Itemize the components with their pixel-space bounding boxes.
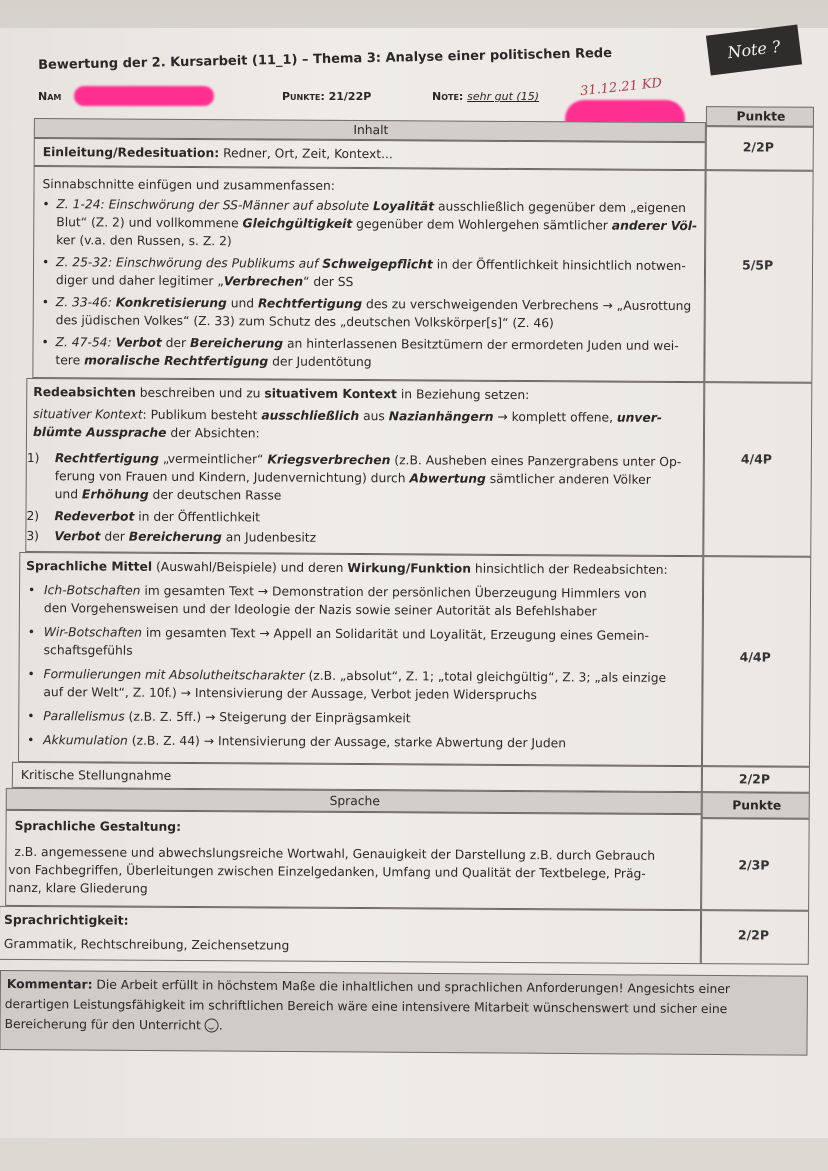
points-sprachliche-mittel: 4/4P xyxy=(702,556,811,767)
handwritten-date: 31.12.21 KD xyxy=(579,75,663,100)
list-item: Z. 1-24: Einschwörung der SS-Männer auf absolute Loyalität ausschließlich gegenüber dem „eigenen xyxy=(56,197,687,216)
kommentar-box: Kommentar: Die Arbeit erfüllt in höchstem Maße die inhaltlichen und sprachlichen Anforderungen! Angesichts einer derartigen Leistungsfähigkeit im schriftlichen Bereich wäre eine intensivere Mitarbeit wünschenswert und sicher eine Bereicherung für den Unterricht . xyxy=(0,970,808,1056)
row-redeabsichten: Redeabsichten beschreiben und zu situativem Kontext in Beziehung setzen: situativer Kontext: Publikum besteht ausschließlich aus Nazianhängern → komplett offene, unver- blümte Aussprache der Absichten: 1) Rechtfertigung „vermeintlicher“ Kriegsverbrechen (z.B. Ausheben eines Panzergrabens unter Op- ferung von Frauen und Kindern, Judenvernichtung) durch Abwertung sämtlicher anderen Völker und Erhöhung der deutschen Rasse 2) Redeverbot in der Öffentlichkeit 3) Verbot der Bereicherung an Judenbesitz xyxy=(25,378,704,556)
inhalt-header: Inhalt xyxy=(34,118,706,142)
bullet-icon: • xyxy=(41,295,50,310)
list-item: Z. 25-32: Einschwörung des Publikums auf Schweigepflicht in der Öffentlichkeit hinsichtlich notwen- xyxy=(56,255,686,274)
grading-table xyxy=(3,106,814,1061)
bullet-icon: • xyxy=(42,255,50,270)
row-einleitung: Einleitung/Redesituation: Redner, Ort, Zeit, Kontext... xyxy=(34,138,706,170)
smiley-icon xyxy=(205,1018,219,1032)
list-item: Parallelismus (z.B. Z. 5ff.) → Steigerung der Einprägsamkeit xyxy=(43,709,411,726)
page-title: Bewertung der 2. Kursarbeit (11_1) – Thema 3: Analyse einer politischen Rede xyxy=(38,45,613,73)
list-item: Wir-Botschaften im gesamten Text → Appell an Solidarität und Loyalität, Erzeugung eines Gemein- xyxy=(43,625,650,643)
redaction-name xyxy=(74,86,214,106)
sprache-header: Sprache xyxy=(6,788,702,814)
name-label: Nam xyxy=(38,90,62,103)
list-item: Ich-Botschaften im gesamten Text → Demonstration der persönlichen Überzeugung Himmlers von xyxy=(44,583,647,601)
points-redeabsichten: 4/4P xyxy=(703,382,812,557)
punkte-label: Punkte: 21/22P xyxy=(282,90,372,103)
bullet-icon: • xyxy=(27,733,35,748)
bullet-icon: • xyxy=(27,667,35,682)
note-label: Note: sehr gut (15) xyxy=(432,90,540,103)
row-kritische-stellungnahme: Kritische Stellungnahme xyxy=(12,762,702,792)
row-sprachliche-mittel: Sprachliche Mittel (Auswahl/Beispiele) und deren Wirkung/Funktion hinsichtlich der Redeabsichten: • Ich-Botschaften im gesamten Text → Demonstration der persönlichen Überzeugung Himmlers von den Vorgehensweisen und der Ideologie der Nazis sowie seiner Autorität als Befehlshaber • Wir-Botschaften im gesamten Text → Appell an Solidarität und Loyalität, Erzeugung eines Gemein- schaftsgefühls • Formulierungen mit Absolutheitscharakter (z.B. „absolut“, Z. 1; „total gleichgültig“, Z. 3; „als einzige auf der Welt“, Z. 10f.) → Intensivierung der Aussage, Verbot jeden Widerspruchs • Parallelismus (z.B. Z. 5ff.) → Steigerung der Einprägsamkeit • Akkumulation (z.B. Z. 44) → Intensivierung der Aussage, starke Abwertung der Juden xyxy=(18,552,703,766)
punkte-header-bottom: Punkte xyxy=(702,792,810,819)
bullet-icon: • xyxy=(27,625,36,640)
points-einleitung: 2/2P xyxy=(706,126,814,171)
list-item: Akkumulation (z.B. Z. 44) → Intensivierung der Aussage, starke Abwertung der Juden xyxy=(43,733,567,751)
bullet-icon: • xyxy=(42,197,50,212)
points-kritische: 2/2P xyxy=(702,766,810,793)
list-item: Rechtfertigung „vermeintlicher“ Kriegsverbrechen (z.B. Ausheben eines Panzergrabens unter Op- xyxy=(54,451,682,469)
bullet-icon: • xyxy=(27,709,35,724)
list-item: Formulierungen mit Absolutheitscharakter (z.B. „absolut“, Z. 1; „total gleichgültig“, Z. 3; „als einzige xyxy=(43,667,667,685)
list-item: Verbot der Bereicherung an Judenbesitz xyxy=(54,529,317,545)
row-sinnabschnitte: Sinnabschnitte einfügen und zusammenfassen: • Z. 1-24: Einschwörung der SS-Männer auf absolute Loyalität ausschließlich gegenüber dem „eigenen Blut“ (Z. 2) und vollkommene Gleichgültigkeit gegenüber dem Wohlergehen sämtlicher anderer Völ- ker (v.a. den Russen, s. Z. 2) • Z. 25-32: Einschwörung des Publikums auf Schweigepflicht in der Öffentlichkeit hinsichtlich notwen- diger und daher legitimer „Verbrechen“ der SS • Z. 33-46: Konkretisierung und Rechtfertigung des zu verschweigenden Verbrechens → „Ausrottung des jüdischen Volkes“ (Z. 33) zum Schutz des „deutschen Volkskörper[s]“ (Z. 46) • Z. 47-54: Verbot der Bereicherung an hinterlassenen Besitztümern der ermordeten Juden und wei- tere moralische Rechtfertigung der Judentötung xyxy=(32,166,705,382)
points-sinnabschnitte: 5/5P xyxy=(704,170,813,383)
punkte-header-top: Punkte xyxy=(706,106,814,127)
points-sprachliche-gestaltung: 2/3P xyxy=(701,818,810,911)
list-item: Redeverbot in der Öffentlichkeit xyxy=(54,509,261,525)
points-sprachrichtigkeit: 2/2P xyxy=(701,910,809,965)
bullet-icon: • xyxy=(28,583,36,598)
note-tag: Note ? xyxy=(706,25,802,76)
list-item: Z. 47-54: Verbot der Bereicherung an hinterlassenen Besitztümern der ermordeten Juden und wei- xyxy=(55,335,679,353)
bullet-icon: • xyxy=(41,335,49,350)
list-item: Z. 33-46: Konkretisierung und Rechtfertigung des zu verschweigenden Verbrechens → „Ausrottung xyxy=(55,295,692,314)
row-sprachrichtigkeit: Sprachrichtigkeit: Grammatik, Rechtschreibung, Zeichensetzung xyxy=(0,906,701,964)
row-sprachliche-gestaltung: Sprachliche Gestaltung: z.B. angemessene und abwechslungsreiche Wortwahl, Genauigkeit der Darstellung z.B. durch Gebrauch von Fachbegriffen, Überleitungen zwischen Einzelgedanken, Umfang und Qualität der Textbelege, Präg- nanz, klare Gliederung xyxy=(5,810,702,910)
note-value: sehr gut (15) xyxy=(467,90,540,103)
